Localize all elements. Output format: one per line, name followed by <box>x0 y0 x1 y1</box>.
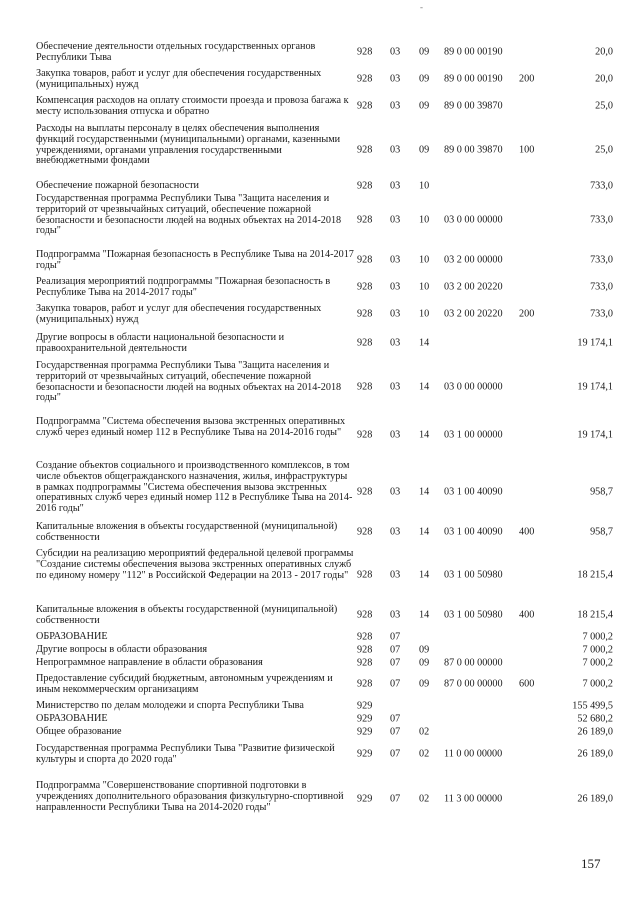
row-ved: 929 <box>357 726 373 738</box>
row-csr: 11 3 00 00000 <box>444 793 503 805</box>
row-ved: 928 <box>357 631 373 643</box>
table-row <box>0 605 640 627</box>
row-description: ОБРАЗОВАНИЕ <box>36 631 108 642</box>
row-ved: 928 <box>357 254 373 266</box>
row-pr: 10 <box>419 180 430 192</box>
row-rz: 03 <box>390 381 401 393</box>
table-row <box>0 714 640 726</box>
row-csr: 03 1 00 00000 <box>444 429 503 441</box>
table-row <box>0 304 640 326</box>
row-pr: 14 <box>419 609 430 621</box>
row-rz: 03 <box>390 180 401 192</box>
row-description: Подпрограмма "Система обеспечения вызова экстренных оперативных служб через единый номер 112 в Республике Тыва на 2014-2016 годы" <box>36 416 346 438</box>
row-csr: 87 0 00 00000 <box>444 657 503 669</box>
table-row <box>0 96 640 118</box>
row-amount: 20,0 <box>595 73 613 85</box>
row-amount: 25,0 <box>595 100 613 112</box>
row-amount: 20,0 <box>595 46 613 58</box>
row-description: Капитальные вложения в объекты государственной (муниципальной) собственности <box>36 604 338 626</box>
row-amount: 18 215,4 <box>577 609 613 621</box>
row-ved: 929 <box>357 748 373 760</box>
row-rz: 03 <box>390 609 401 621</box>
table-row <box>0 549 640 603</box>
row-csr: 87 0 00 00000 <box>444 678 503 690</box>
row-rz: 03 <box>390 214 401 226</box>
row-csr: 03 2 00 20220 <box>444 308 503 320</box>
row-pr: 02 <box>419 748 430 760</box>
row-ved: 928 <box>357 609 373 621</box>
row-pr: 10 <box>419 214 430 226</box>
row-description: Закупка товаров, работ и услуг для обеспечения государственных (муниципальных) нужд <box>36 68 322 90</box>
row-rz: 07 <box>390 678 401 690</box>
table-row <box>0 674 640 696</box>
row-description: Обеспечение пожарной безопасности <box>36 180 200 191</box>
row-description: Реализация мероприятий подпрограммы "Пожарная безопасность в Республике Тыва на 2014-2017 годы" <box>36 276 331 298</box>
row-vr: 400 <box>519 526 535 538</box>
row-rz: 03 <box>390 569 401 581</box>
table-row <box>0 645 640 657</box>
row-amount: 7 000,2 <box>582 678 613 690</box>
row-csr: 03 1 00 50980 <box>444 569 503 581</box>
table-row <box>0 658 640 670</box>
row-amount: 19 174,1 <box>577 429 613 441</box>
row-amount: 733,0 <box>590 254 613 266</box>
row-csr: 89 0 00 39870 <box>444 100 503 112</box>
row-description: Министерство по делам молодежи и спорта Республики Тыва <box>36 700 304 711</box>
row-pr: 09 <box>419 657 430 669</box>
row-amount: 155 499,5 <box>572 700 613 712</box>
row-ved: 929 <box>357 793 373 805</box>
row-amount: 26 189,0 <box>577 748 613 760</box>
row-vr: 200 <box>519 73 535 85</box>
row-rz: 07 <box>390 748 401 760</box>
row-pr: 09 <box>419 678 430 690</box>
row-pr: 10 <box>419 281 430 293</box>
row-rz: 03 <box>390 526 401 538</box>
row-description: Субсидии на реализацию мероприятий федеральной целевой программы "Создание системы обеспечения вызова экстренных оперативных служб по единому номеру "112" в Российской Федерации на 2013 - 2017 годы" <box>36 548 354 581</box>
row-description: Обеспечение деятельности отдельных государственных органов Республики Тыва <box>36 41 316 63</box>
row-ved: 928 <box>357 308 373 320</box>
row-ved: 928 <box>357 657 373 669</box>
row-amount: 18 215,4 <box>577 569 613 581</box>
row-pr: 10 <box>419 308 430 320</box>
row-pr: 14 <box>419 569 430 581</box>
row-description: Другие вопросы в области национальной безопасности и правоохранительной деятельности <box>36 332 285 354</box>
row-pr: 09 <box>419 73 430 85</box>
row-description: Общее образование <box>36 726 122 737</box>
row-rz: 03 <box>390 308 401 320</box>
row-description: Другие вопросы в области образования <box>36 644 208 655</box>
row-vr: 600 <box>519 678 535 690</box>
row-csr: 03 0 00 00000 <box>444 381 503 393</box>
row-csr: 89 0 00 00190 <box>444 73 503 85</box>
row-description: ОБРАЗОВАНИЕ <box>36 713 108 724</box>
row-amount: 733,0 <box>590 214 613 226</box>
row-amount: 52 680,2 <box>577 713 613 725</box>
row-ved: 928 <box>357 486 373 498</box>
row-amount: 7 000,2 <box>582 631 613 643</box>
row-pr: 09 <box>419 144 430 156</box>
row-ved: 928 <box>357 144 373 156</box>
row-rz: 03 <box>390 486 401 498</box>
row-csr: 03 1 00 40090 <box>444 526 503 538</box>
row-pr: 14 <box>419 337 430 349</box>
row-pr: 09 <box>419 46 430 58</box>
row-csr: 89 0 00 39870 <box>444 144 503 156</box>
row-csr: 03 2 00 20220 <box>444 281 503 293</box>
table-row <box>0 250 640 272</box>
row-ved: 928 <box>357 526 373 538</box>
row-amount: 733,0 <box>590 308 613 320</box>
row-rz: 07 <box>390 793 401 805</box>
row-csr: 03 0 00 00000 <box>444 214 503 226</box>
row-amount: 26 189,0 <box>577 726 613 738</box>
row-description: Непрограммное направление в области образования <box>36 657 263 668</box>
row-description: Расходы на выплаты персоналу в целях обеспечения выполнения функций государственными (муниципальными) органами, казенными учреждениями, органами управления государственными внебюджетными фондами <box>36 123 341 167</box>
table-row <box>0 781 640 819</box>
row-description: Капитальные вложения в объекты государственной (муниципальной) собственности <box>36 521 338 543</box>
row-ved: 928 <box>357 337 373 349</box>
row-rz: 07 <box>390 726 401 738</box>
row-ved: 928 <box>357 100 373 112</box>
row-csr: 03 1 00 50980 <box>444 609 503 621</box>
row-description: Государственная программа Республики Тыва "Развитие физической культуры и спорта до 2020 года" <box>36 743 335 765</box>
row-rz: 03 <box>390 73 401 85</box>
row-rz: 07 <box>390 631 401 643</box>
row-description: Создание объектов социального и производственного комплексов, в том числе объектов общегражданского назначения, жилья, инфраструктуры в рамках подпрограммы "Система обеспечения вызова экстренных оперативных служб через единый номер 112 в Республике Тыва на 2014-2016 годы" <box>36 460 353 515</box>
row-ved: 928 <box>357 381 373 393</box>
row-ved: 928 <box>357 46 373 58</box>
row-pr: 02 <box>419 726 430 738</box>
row-pr: 09 <box>419 100 430 112</box>
row-description: Государственная программа Республики Тыва "Защита населения и территорий от чрезвычайных ситуаций, обеспечение пожарной безопасности и безопасности людей на водных объектах на 2014-2018 годы" <box>36 193 342 237</box>
table-row <box>0 461 640 525</box>
row-ved: 928 <box>357 429 373 441</box>
row-amount: 958,7 <box>590 526 613 538</box>
row-rz: 03 <box>390 337 401 349</box>
row-description: Закупка товаров, работ и услуг для обеспечения государственных (муниципальных) нужд <box>36 303 322 325</box>
table-row <box>0 333 640 355</box>
table-row <box>0 417 640 455</box>
row-amount: 26 189,0 <box>577 793 613 805</box>
row-ved: 929 <box>357 713 373 725</box>
table-row <box>0 124 640 178</box>
row-vr: 400 <box>519 609 535 621</box>
row-amount: 19 174,1 <box>577 381 613 393</box>
row-pr: 02 <box>419 793 430 805</box>
row-vr: 100 <box>519 144 535 156</box>
table-row <box>0 522 640 544</box>
row-ved: 928 <box>357 678 373 690</box>
row-ved: 928 <box>357 281 373 293</box>
row-pr: 14 <box>419 381 430 393</box>
table-row <box>0 744 640 766</box>
row-amount: 733,0 <box>590 281 613 293</box>
row-rz: 03 <box>390 144 401 156</box>
row-amount: 19 174,1 <box>577 337 613 349</box>
row-csr: 03 1 00 40090 <box>444 486 503 498</box>
row-ved: 928 <box>357 73 373 85</box>
row-csr: 89 0 00 00190 <box>444 46 503 58</box>
table-row <box>0 277 640 299</box>
row-pr: 09 <box>419 644 430 656</box>
row-rz: 03 <box>390 281 401 293</box>
row-rz: 07 <box>390 657 401 669</box>
row-ved: 928 <box>357 180 373 192</box>
row-amount: 7 000,2 <box>582 644 613 656</box>
row-amount: 733,0 <box>590 180 613 192</box>
page-number: 157 <box>581 856 601 871</box>
row-csr: 11 0 00 00000 <box>444 748 503 760</box>
row-description: Компенсация расходов на оплату стоимости проезда и провоза багажа к месту использования отпуска и обратно <box>36 95 349 117</box>
row-ved: 928 <box>357 214 373 226</box>
row-amount: 958,7 <box>590 486 613 498</box>
table-row <box>0 727 640 739</box>
row-rz: 07 <box>390 713 401 725</box>
scan-mark: - <box>420 2 423 12</box>
table-row <box>0 194 640 248</box>
row-amount: 7 000,2 <box>582 657 613 669</box>
row-pr: 14 <box>419 486 430 498</box>
row-rz: 03 <box>390 429 401 441</box>
row-csr: 03 2 00 00000 <box>444 254 503 266</box>
table-row <box>0 361 640 415</box>
table-row <box>0 632 640 644</box>
row-ved: 929 <box>357 700 373 712</box>
row-vr: 200 <box>519 308 535 320</box>
row-rz: 03 <box>390 100 401 112</box>
table-row <box>0 69 640 91</box>
row-rz: 03 <box>390 254 401 266</box>
row-description: Государственная программа Республики Тыва "Защита населения и территорий от чрезвычайных ситуаций, обеспечение пожарной безопасности и безопасности людей на водных объектах на 2014-2018 годы" <box>36 360 342 404</box>
table-row <box>0 701 640 713</box>
row-description: Подпрограмма "Пожарная безопасность в Республике Тыва на 2014-2017 годы" <box>36 249 354 271</box>
row-rz: 07 <box>390 644 401 656</box>
row-description: Подпрограмма "Совершенствование спортивной подготовки в учреждениях дополнительного образования физкультурно-спортивной направленности Республики Тыва на 2014-2020 годы" <box>36 780 344 813</box>
row-rz: 03 <box>390 46 401 58</box>
table-row <box>0 42 640 64</box>
row-description: Предоставление субсидий бюджетным, автономным учреждениям и иным некоммерческим организациям <box>36 673 333 695</box>
row-pr: 14 <box>419 526 430 538</box>
table-row <box>0 181 640 193</box>
row-ved: 928 <box>357 644 373 656</box>
row-pr: 10 <box>419 254 430 266</box>
row-pr: 14 <box>419 429 430 441</box>
row-ved: 928 <box>357 569 373 581</box>
row-amount: 25,0 <box>595 144 613 156</box>
